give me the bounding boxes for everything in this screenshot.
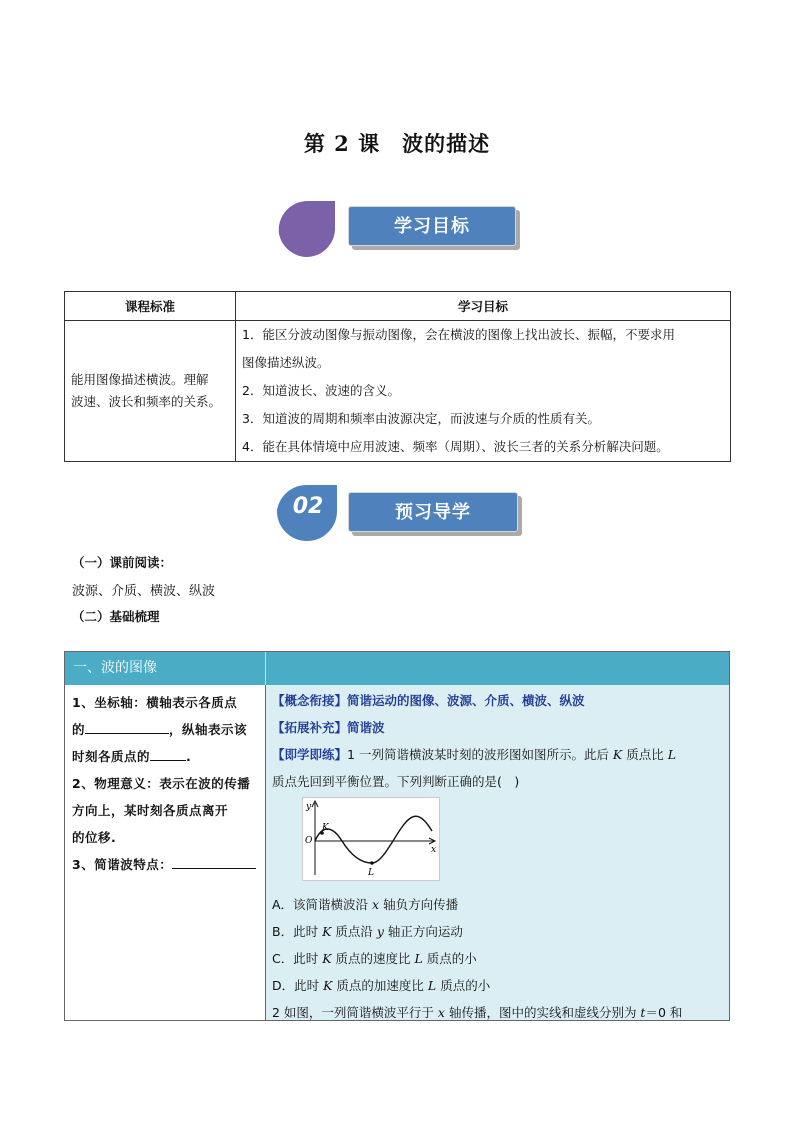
goals-table <box>64 291 731 462</box>
wave-figure <box>302 797 440 881</box>
option-d[interactable]: D．此时 K 质点的加速度比 L 质点的小 <box>272 978 491 993</box>
option-a[interactable]: A．该简谐横波沿 x 轴负方向传播 <box>272 897 459 912</box>
goals-cell <box>236 321 731 462</box>
fill-blank[interactable] <box>150 746 186 761</box>
l-label: L <box>368 868 374 878</box>
concept-link: 【概念衔接】简谐运动的图像、波源、介质、横波、纵波 <box>272 693 585 708</box>
section-banner-preview <box>272 480 524 546</box>
standard-line: 波速、波长和频率的关系。 <box>71 394 222 409</box>
basic-table <box>64 651 730 1021</box>
col-header-goals: 学习目标 <box>236 292 731 321</box>
notes-column <box>65 685 266 1020</box>
section-banner-goals <box>276 196 522 258</box>
note-line: 方向上，某时刻各质点离开 <box>72 803 229 818</box>
goal-line: 3．知道波的周期和频率由波源决定，而波速与介质的性质有关。 <box>242 411 600 426</box>
purple-badge-icon <box>276 196 346 258</box>
header-wave-graph: 一、波的图像 <box>65 652 266 685</box>
question-1-line-1: 【即学即练】1 一列简谐横波某时刻的波形图如图所示。此后 K 质点比 L <box>272 747 677 762</box>
option-b[interactable]: B．此时 K 质点沿 y 轴正方向运动 <box>272 924 463 939</box>
reading-heading: （一）课前阅读： <box>72 555 173 570</box>
basics-heading: （二）基础梳理 <box>72 609 160 624</box>
note-line: 的 ，纵轴表示该 <box>72 716 258 743</box>
goal-line: 1．能区分波动图像与振动图像，会在横波的图像上找出波长、振幅，不要求用 <box>242 327 675 342</box>
standard-cell <box>65 321 236 462</box>
extension: 【拓展补充】简谐波 <box>272 720 385 735</box>
basic-table-header <box>65 652 729 685</box>
note-line: 的位移. <box>72 830 117 845</box>
fill-blank[interactable] <box>172 854 256 869</box>
note-line: 1、坐标轴：横轴表示各质点 <box>72 695 238 710</box>
question-2: 2 如图，一列简谐横波平行于 x 轴传播，图中的实线和虚线分别为 t＝0 和 <box>272 1005 683 1020</box>
question-1-line-2: 质点先回到平衡位置。下列判断正确的是( ) <box>272 774 520 789</box>
col-header-standard: 课程标准 <box>65 292 236 321</box>
point-l <box>370 861 374 865</box>
note-line: 2、物理意义：表示在波的传播 <box>72 776 251 791</box>
fill-blank[interactable] <box>85 719 169 734</box>
banner-goals-label: 学习目标 <box>348 206 516 246</box>
banner-preview-label: 预习导学 <box>348 492 518 532</box>
badge-number: 02 <box>292 494 324 519</box>
standard-line: 能用图像描述横波。理解 <box>71 372 209 387</box>
goal-line: 4．能在具体情境中应用波速、频率（周期）、波长三者的关系分析解决问题。 <box>242 439 669 454</box>
note-line: 3、简谐波特点： <box>72 851 258 878</box>
page-title: 第 2 课 波的描述 <box>303 131 491 156</box>
note-line: 时刻各质点的 . <box>72 743 258 770</box>
exercise-column <box>266 685 729 1020</box>
option-c[interactable]: C．此时 K 质点的速度比 L 质点的小 <box>272 951 477 966</box>
x-label: x <box>431 845 437 855</box>
goal-line: 2．知道波长、波速的含义。 <box>242 383 400 398</box>
reading-text: 波源、介质、横波、纵波 <box>72 584 216 599</box>
goal-line: 图像描述纵波。 <box>242 355 330 370</box>
y-label: y <box>306 802 312 812</box>
k-label: K <box>322 823 329 833</box>
origin-label: O <box>305 836 313 846</box>
